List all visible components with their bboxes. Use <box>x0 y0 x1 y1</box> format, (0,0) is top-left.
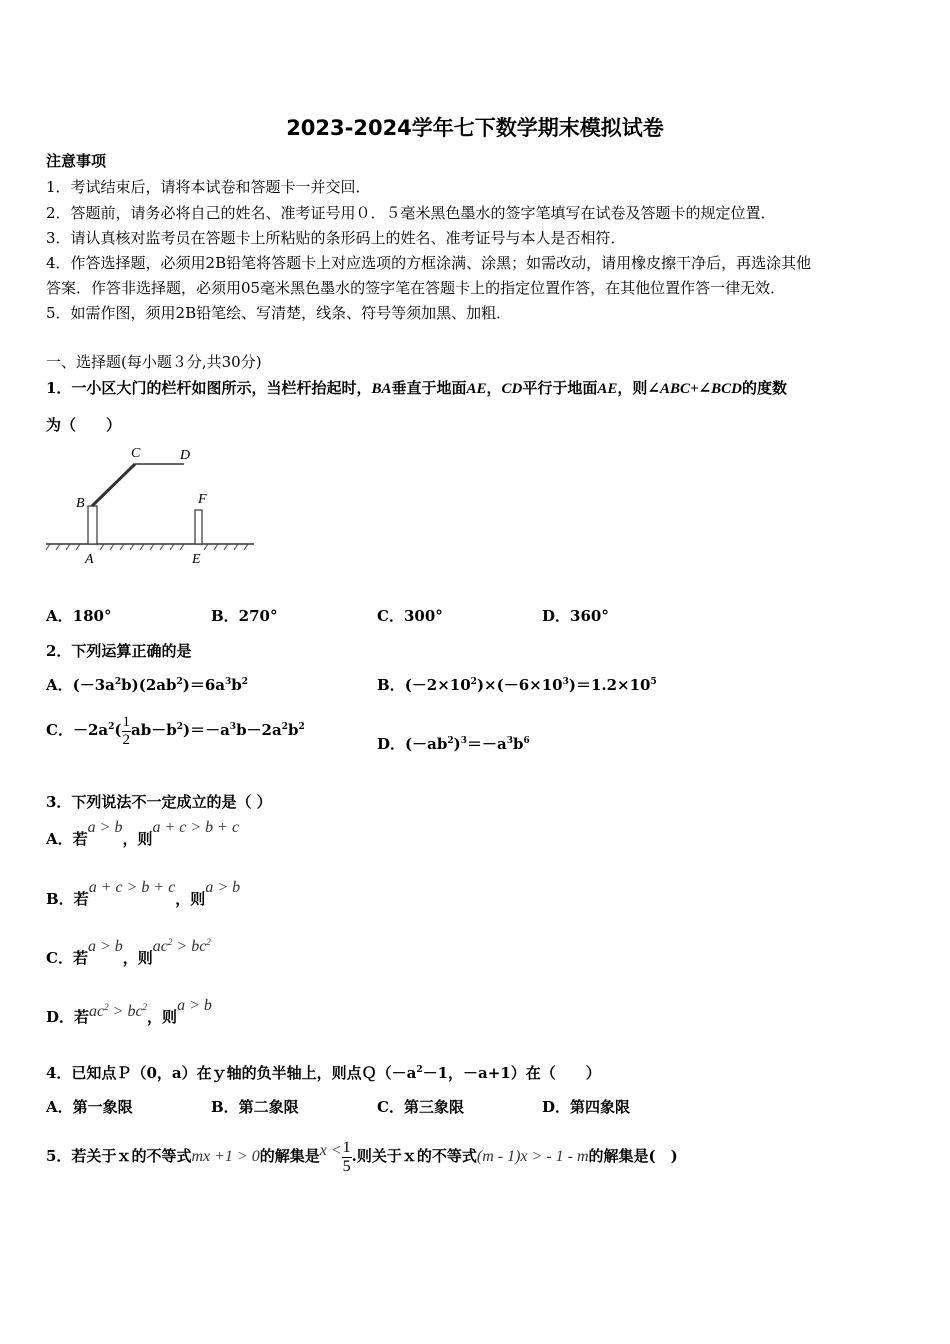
exponent: 2 <box>108 722 115 732</box>
math-part: ac <box>152 938 168 955</box>
label-c: C <box>131 446 141 461</box>
stem-part: 4．已知点Ｐ（0，a）在ｙ轴的负半轴上，则点Ｑ（－a <box>46 1064 417 1082</box>
notice-heading: 注意事项 <box>46 152 107 170</box>
question-3-stem: 3．下列说法不一定成立的是（ ） <box>46 793 272 811</box>
exponent: 3 <box>229 722 237 732</box>
exponent: 2 <box>206 937 211 947</box>
option-label: C． <box>46 949 73 967</box>
exponent: 2 <box>176 677 183 687</box>
expr-part: (－2×10 <box>404 676 471 694</box>
expr-part: )×(－6×10 <box>476 676 563 694</box>
exponent: 2 <box>281 722 288 732</box>
word-then: ，则 <box>122 830 153 848</box>
exponent: 3 <box>506 736 513 746</box>
label-e: E <box>192 552 201 567</box>
notice-item: 1．考试结束后，请将本试卷和答题卡一并交回． <box>46 178 371 196</box>
ground-hatch <box>46 544 248 550</box>
label-b: B <box>76 496 85 511</box>
bar-bc <box>92 464 135 506</box>
expr-part: )＝6a <box>182 676 226 694</box>
option-label: A． <box>46 676 73 694</box>
q4-option-b: B．第二象限 <box>211 1098 299 1116</box>
q1-ae: AE <box>466 381 487 397</box>
expr-part: b <box>512 735 524 753</box>
expr-part: ab－b <box>131 721 177 739</box>
notice-item: 答案．作答非选择题，必须用05毫米黑色墨水的签字笔在答题卡上的指定位置作答，在其他位置作答一律无效． <box>46 279 786 297</box>
word-if: 若 <box>74 1008 90 1026</box>
q1-angle: ∠BCD <box>698 381 742 397</box>
word-if: 若 <box>73 890 89 908</box>
expr-part: b <box>287 721 299 739</box>
expr-part: －2a <box>72 721 109 739</box>
exponent: 2 <box>470 677 477 687</box>
q2-option-b <box>377 674 657 695</box>
stem-part: .则关于ｘ的不等式 <box>351 1147 477 1165</box>
word-then: ，则 <box>175 890 206 908</box>
expr-part: )＝－a <box>182 721 230 739</box>
post-fe <box>195 510 202 544</box>
q1-sep: ， <box>486 379 502 397</box>
expr-part: ＝－a <box>466 735 507 753</box>
q1-ba: BA <box>371 381 392 397</box>
q1-option-a: A．180° <box>46 607 112 625</box>
q1-option-d: D．360° <box>542 607 609 625</box>
q1-option-b: B．270° <box>211 607 278 625</box>
q1-text: ，则 <box>617 379 648 397</box>
q1-cd: CD <box>501 381 523 397</box>
option-label: D． <box>46 1008 75 1026</box>
notice-item: 3．请认真核对监考员在答题卡上所粘贴的条形码上的姓名、准考证号与本人是否相符． <box>46 229 626 247</box>
question-1-line2: 为（ ） <box>46 416 122 434</box>
expr-part: b)(2ab <box>121 676 177 694</box>
math-result: a > b <box>177 997 212 1014</box>
option-label: B． <box>46 890 74 908</box>
notice-item: 4．作答选择题，必须用2B铅笔将答题卡上对应选项的方框涂满、涂黑；如需改动，请用橡皮擦干净后，再选涂其他 <box>46 254 812 272</box>
q1-text: 平行于地面 <box>522 379 598 397</box>
expr-part: (－3a <box>72 676 115 694</box>
expr-part: (－ab <box>405 735 448 753</box>
word-then: ，则 <box>122 949 153 967</box>
exponent: 2 <box>447 736 454 746</box>
word-then: ，则 <box>147 1008 178 1026</box>
math-inequality: mx +1 > 0 <box>191 1148 260 1165</box>
exponent: 3 <box>460 736 467 746</box>
question-2-stem: 2．下列运算正确的是 <box>46 642 192 660</box>
q1-text: 垂直于地面 <box>391 379 467 397</box>
question-4-stem <box>46 1062 601 1083</box>
q3-option-c <box>46 937 211 968</box>
fraction-numerator: 1 <box>122 714 130 730</box>
math-condition: a > b <box>87 819 123 836</box>
expr-part: )＝1.2×10 <box>568 676 651 694</box>
q1-option-c: C．300° <box>377 607 443 625</box>
exponent: 2 <box>142 1002 148 1012</box>
fraction-denominator: 2 <box>122 731 130 748</box>
gate-figure <box>42 442 262 570</box>
option-label: D． <box>377 735 406 753</box>
exponent: 6 <box>523 736 530 746</box>
exponent: 2 <box>104 1002 109 1012</box>
expr-part: b－2a <box>236 721 282 739</box>
option-label: B． <box>377 676 405 694</box>
fraction-one-half <box>122 714 132 748</box>
math-inequality: (m - 1)x > - 1 - m <box>476 1148 589 1165</box>
math-part: ac <box>89 1003 105 1020</box>
math-part: > bc <box>172 938 207 955</box>
q2-option-c <box>46 714 305 748</box>
word-if: 若 <box>72 949 88 967</box>
stem-part: －1，－a+1）在（ ） <box>422 1064 601 1082</box>
label-d: D <box>180 448 191 463</box>
exponent: 2 <box>241 677 249 687</box>
math-part: > bc <box>108 1003 143 1020</box>
stem-part: 5．若关于ｘ的不等式 <box>46 1147 192 1165</box>
notice-item: 2．答题前，请务必将自己的姓名、准考证号用０．５毫米黑色墨水的签字笔填写在试卷及答题卡的规定位置． <box>46 204 776 222</box>
fraction-denominator: 5 <box>342 1157 351 1175</box>
fraction-one-fifth <box>342 1139 352 1175</box>
q1-angle: ∠ABC+ <box>647 381 699 397</box>
exponent: 3 <box>562 677 569 687</box>
q3-option-d <box>46 997 212 1027</box>
question-5-stem <box>46 1134 678 1178</box>
exponent: 2 <box>416 1065 423 1075</box>
exponent: 2 <box>298 722 305 732</box>
math-condition: a > b <box>87 938 123 955</box>
page-title: 2023-2024学年七下数学期末模拟试卷 <box>286 116 664 140</box>
fraction-numerator: 1 <box>342 1138 351 1156</box>
exponent: 2 <box>176 722 183 732</box>
expr-part: ) <box>453 735 461 753</box>
option-label: C． <box>46 721 73 739</box>
word-if: 若 <box>72 830 88 848</box>
q1-ae: AE <box>597 381 618 397</box>
q4-option-a: A．第一象限 <box>46 1098 133 1116</box>
label-a: A <box>85 552 94 567</box>
q2-option-a <box>46 674 248 695</box>
post-ba <box>88 506 97 544</box>
exponent: 5 <box>650 677 657 687</box>
section-heading: 一、选择题(每小题３分,共30分) <box>46 353 262 371</box>
exponent: 2 <box>114 677 122 687</box>
option-label: A． <box>46 830 73 848</box>
stem-part: 的解集是 <box>259 1147 320 1165</box>
q2-option-d <box>377 733 530 754</box>
q3-option-b <box>46 879 241 909</box>
math-result <box>153 938 211 955</box>
q4-option-c: C．第三象限 <box>377 1098 464 1116</box>
q1-text: 1．一小区大门的栏杆如图所示，当栏杆抬起时， <box>46 379 372 397</box>
notice-item: 5．如需作图，须用2B铅笔绘、写清楚，线条、符号等须加黑、加粗． <box>46 304 512 322</box>
math-result: a > b <box>205 879 241 896</box>
q3-option-a <box>46 819 240 849</box>
exponent: 3 <box>225 677 232 687</box>
math-condition <box>89 1003 147 1020</box>
expr-part: ( <box>114 721 122 739</box>
expr-part: b <box>231 676 242 694</box>
math-condition: a + c > b + c <box>88 879 176 896</box>
label-f: F <box>198 492 207 507</box>
math-result: a + c > b + c <box>152 819 240 836</box>
math-inequality: x < <box>319 1142 342 1159</box>
q1-text: 的度数 <box>741 379 787 397</box>
question-1-stem <box>46 377 787 398</box>
stem-part: 的解集是( ) <box>588 1147 678 1165</box>
q4-option-d: D．第四象限 <box>542 1098 631 1116</box>
exponent: 2 <box>167 937 173 947</box>
